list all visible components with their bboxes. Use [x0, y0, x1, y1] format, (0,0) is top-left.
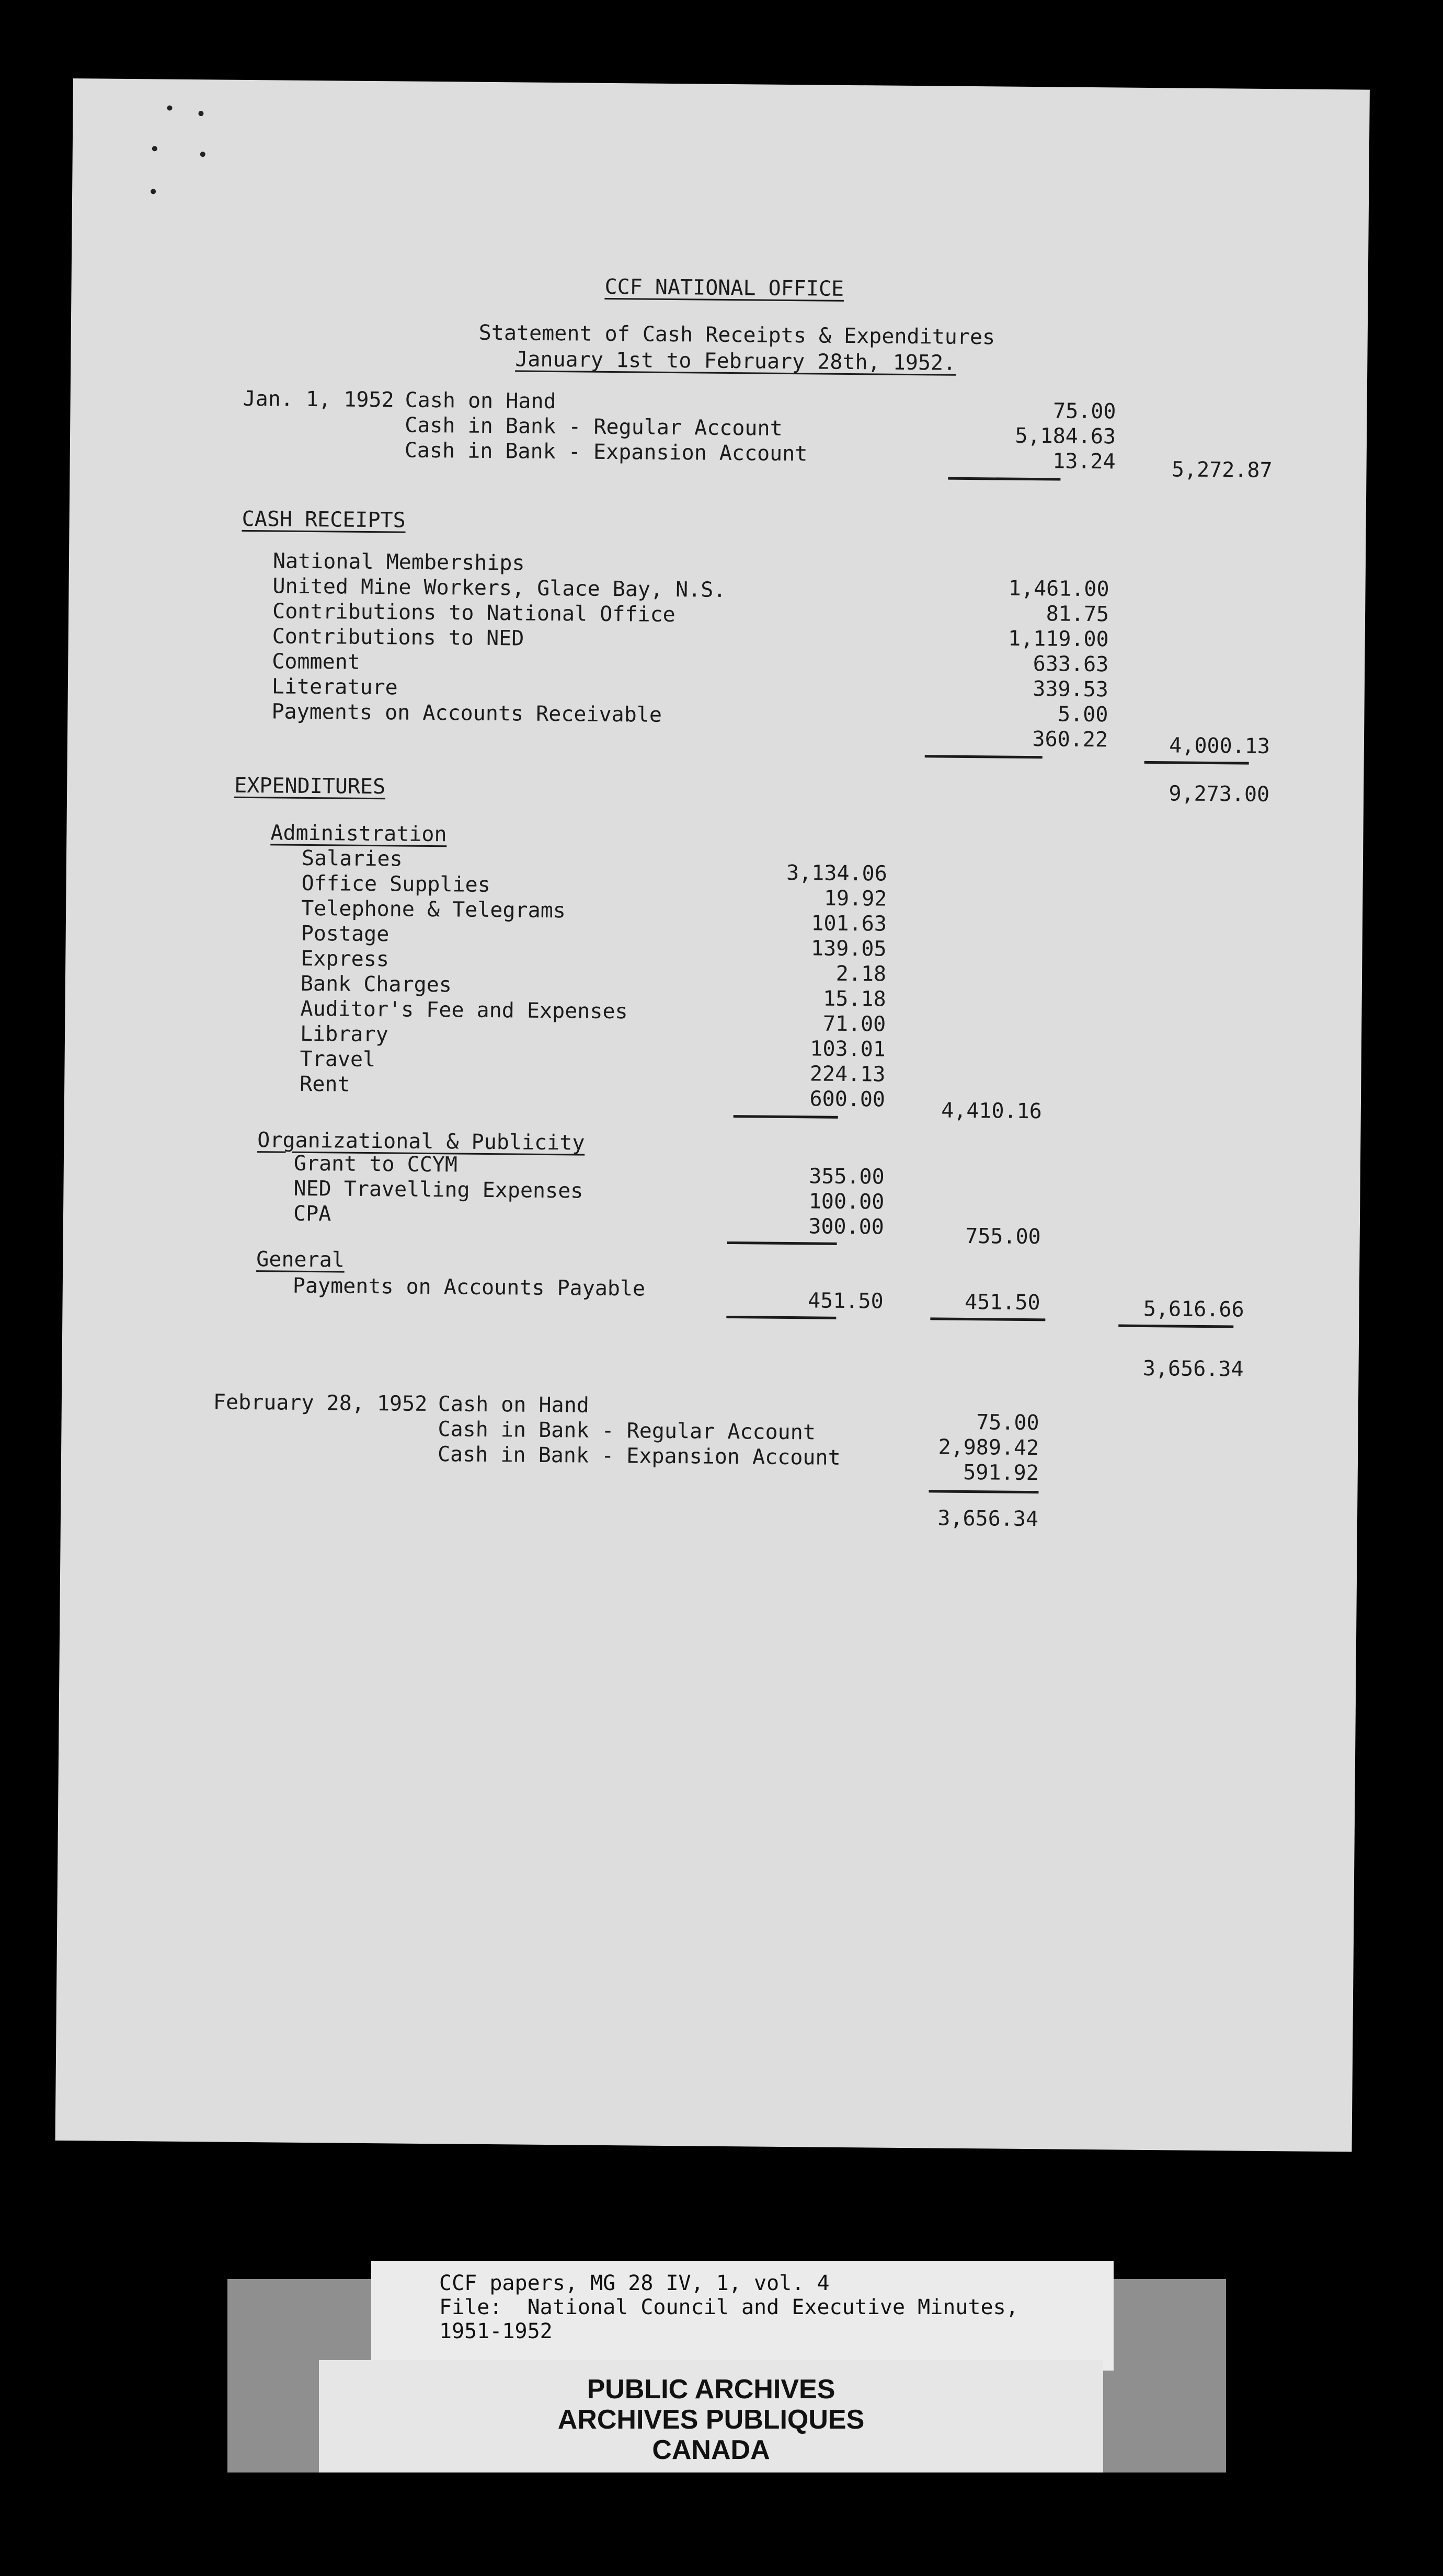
admin-row-label: Auditor's Fee and Expenses [300, 996, 628, 1024]
admin-row-amount: 600.00 [809, 1087, 886, 1112]
admin-row-label: Postage [301, 921, 390, 947]
admin-row-label: Express [301, 946, 390, 972]
closing-row-amount: 75.00 [976, 1410, 1039, 1435]
receipts-row-label: United Mine Workers, Glace Bay, N.S. [272, 574, 726, 602]
admin-row-label: Telephone & Telegrams [301, 896, 566, 923]
closing-row-label: Cash in Bank - Expansion Account [437, 1442, 841, 1470]
underline-rule [930, 1317, 1045, 1321]
org-row-label: Grant to CCYM [293, 1151, 458, 1177]
expenditures-heading: EXPENDITURES [234, 773, 386, 799]
underline-rule [925, 755, 1043, 758]
receipts-row-amount: 5.00 [1057, 702, 1108, 727]
admin-row-amount: 2.18 [835, 961, 887, 986]
stamp-line: PUBLIC ARCHIVES [587, 2374, 835, 2405]
underline-rule [734, 1115, 838, 1119]
receipts-row-label: Comment [272, 649, 361, 674]
stamp-line: ARCHIVES PUBLIQUES [557, 2405, 865, 2435]
underline-rule [948, 477, 1060, 481]
ink-speck [167, 106, 172, 111]
general-heading: General [256, 1247, 345, 1272]
admin-row-label: Office Supplies [301, 871, 491, 898]
opening-row-label: Cash on Hand [405, 388, 556, 414]
archive-card [371, 2261, 1114, 2371]
ink-speck [200, 152, 205, 157]
document-page [55, 78, 1370, 2152]
closing-row-label: Cash in Bank - Regular Account [438, 1417, 816, 1445]
opening-row-amount: 5,184.63 [1015, 423, 1116, 449]
receipts-heading: CASH RECEIPTS [242, 507, 406, 533]
receipts-row-label: Literature [271, 674, 398, 700]
receipts-row-amount: 339.53 [1033, 677, 1109, 702]
general-row-label: Payments on Accounts Payable [292, 1273, 646, 1301]
admin-row-label: Library [300, 1021, 388, 1047]
receipts-row-amount: 1,461.00 [1008, 576, 1109, 602]
opening-row-amount: 75.00 [1052, 399, 1116, 424]
receipts-total: 4,000.13 [1169, 733, 1270, 759]
closing-row-label: Cash on Hand [438, 1392, 590, 1418]
admin-row-label: Travel [300, 1046, 376, 1072]
document-period: January 1st to February 28th, 1952. [515, 347, 956, 375]
receipts-row-label: National Memberships [272, 549, 525, 576]
receipts-row-amount: 81.75 [1046, 602, 1109, 627]
ink-speck [151, 189, 156, 194]
admin-row-amount: 103.01 [810, 1037, 886, 1062]
receipts-row-label: Contributions to National Office [272, 599, 675, 627]
closing-total: 3,656.34 [937, 1506, 1039, 1532]
org-row-amount: 300.00 [808, 1214, 885, 1239]
archives-stamp [319, 2360, 1103, 2472]
stamp-line: CANADA [652, 2435, 770, 2465]
underline-rule [727, 1241, 837, 1245]
document-title: CCF NATIONAL OFFICE [604, 274, 844, 301]
document-subtitle: Statement of Cash Receipts & Expenditures [478, 320, 995, 350]
admin-row-amount: 71.00 [822, 1011, 886, 1037]
admin-row-amount: 224.13 [809, 1062, 886, 1087]
general-subtotal: 451.50 [964, 1290, 1040, 1315]
organizational-heading: Organizational & Publicity [257, 1128, 585, 1155]
underline-rule [1118, 1325, 1233, 1328]
receipts-row-amount: 1,119.00 [1007, 626, 1109, 652]
closing-row-amount: 2,989.42 [938, 1435, 1039, 1460]
opening-row-amount: 13.24 [1052, 449, 1116, 474]
admin-row-amount: 139.05 [810, 936, 887, 961]
opening-total: 5,272.87 [1171, 457, 1273, 483]
admin-row-label: Rent [300, 1072, 350, 1097]
org-row-label: CPA [293, 1201, 331, 1226]
admin-row-label: Bank Charges [300, 971, 452, 997]
opening-row-label: Cash in Bank - Regular Account [405, 413, 783, 441]
org-row-amount: 355.00 [809, 1164, 885, 1189]
admin-row-amount: 3,134.06 [786, 860, 887, 886]
expenditures-balance: 3,656.34 [1142, 1356, 1244, 1382]
closing-row-amount: 591.92 [963, 1460, 1039, 1486]
underline-rule [1144, 761, 1249, 765]
org-row-amount: 100.00 [808, 1189, 885, 1214]
ink-speck [152, 146, 157, 151]
receipts-running-total: 9,273.00 [1169, 781, 1270, 807]
opening-row-label: Cash in Bank - Expansion Account [404, 438, 808, 466]
receipts-row-amount: 360.22 [1032, 727, 1108, 752]
general-row-amount: 451.50 [807, 1289, 884, 1314]
closing-date: February 28, 1952 [213, 1390, 428, 1417]
org-subtotal: 755.00 [965, 1224, 1041, 1249]
ink-speck [198, 111, 203, 116]
admin-row-amount: 15.18 [823, 986, 886, 1011]
admin-row-label: Salaries [301, 846, 403, 871]
admin-subtotal: 4,410.16 [941, 1098, 1043, 1124]
archive-card-line: File: National Council and Executive Minutes, [439, 2295, 1018, 2319]
receipts-row-amount: 633.63 [1033, 652, 1109, 677]
admin-row-amount: 19.92 [823, 886, 887, 911]
org-row-label: NED Travelling Expenses [293, 1176, 583, 1203]
expenditures-total: 5,616.66 [1143, 1296, 1244, 1322]
admin-row-amount: 101.63 [811, 911, 887, 936]
receipts-row-label: Contributions to NED [272, 624, 524, 651]
archive-card-line: CCF papers, MG 28 IV, 1, vol. 4 [439, 2271, 830, 2295]
opening-date: Jan. 1, 1952 [243, 386, 394, 412]
administration-heading: Administration [270, 821, 447, 847]
underline-rule [726, 1316, 836, 1319]
receipts-row-label: Payments on Accounts Receivable [271, 699, 662, 727]
underline-rule [929, 1490, 1038, 1493]
archive-card-line: 1951-1952 [439, 2319, 553, 2343]
